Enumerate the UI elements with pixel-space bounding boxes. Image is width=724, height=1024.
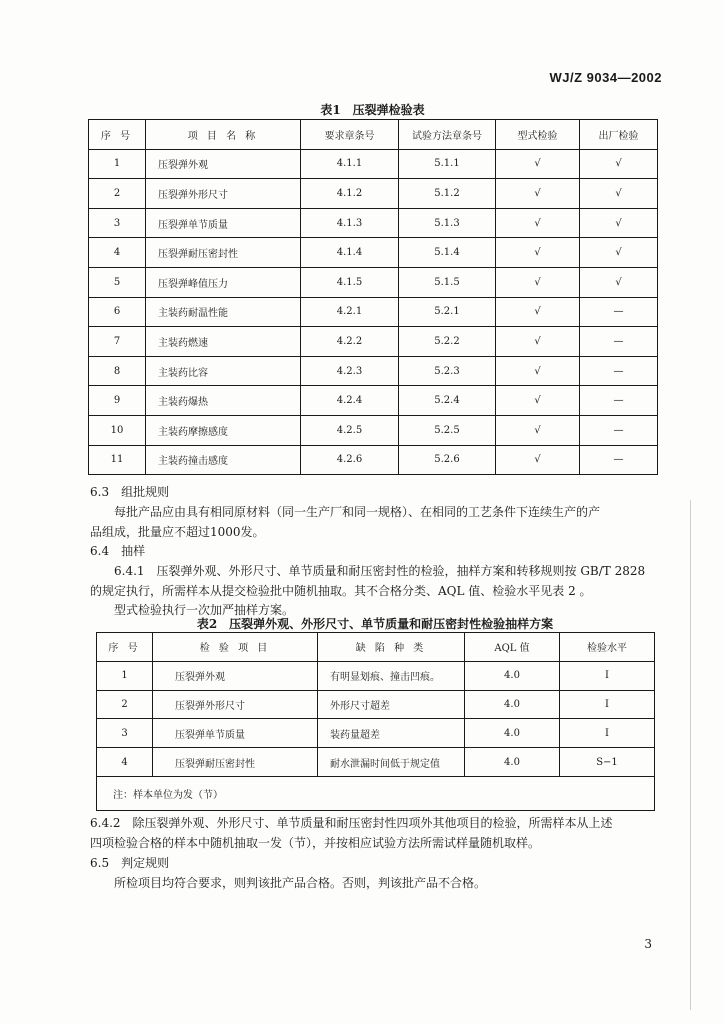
requirement-clause: 4.2.1	[301, 297, 399, 327]
requirement-clause: 4.1.5	[301, 267, 399, 297]
sampling-plan-table	[96, 632, 655, 811]
requirement-clause: 4.2.3	[301, 356, 399, 386]
test-method-clause: 5.1.3	[399, 208, 496, 238]
row-number: 3	[89, 208, 146, 238]
defect-type: 有明显划痕、撞击凹痕。	[318, 661, 465, 690]
type-inspection-mark: √	[496, 386, 580, 416]
col-header: AQL 值	[465, 633, 560, 662]
type-inspection-mark: √	[496, 238, 580, 268]
section-6-3-text: 品组成，批量应不超过1000发。	[90, 525, 265, 539]
table-row	[89, 327, 658, 357]
table-row	[89, 267, 658, 297]
defect-type: 外形尺寸超差	[318, 690, 465, 719]
standard-code: WJ/Z 9034—2002	[549, 70, 662, 85]
table-row	[89, 415, 658, 445]
col-header: 要求章条号	[301, 120, 399, 150]
table-row	[89, 238, 658, 268]
table-row	[97, 690, 655, 719]
row-number: 1	[97, 661, 153, 690]
test-method-clause: 5.1.5	[399, 267, 496, 297]
table-header-row	[89, 120, 658, 150]
inspection-level: I	[560, 719, 655, 748]
type-inspection-mark: √	[496, 267, 580, 297]
col-header: 出厂检验	[580, 120, 658, 150]
col-header: 型式检验	[496, 120, 580, 150]
section-6-5-text: 所检项目均符合要求，则判该批产品合格。否则，判该批产品不合格。	[114, 876, 487, 890]
table-row	[89, 356, 658, 386]
col-header: 缺 陷 种 类	[318, 633, 465, 662]
factory-inspection-mark: √	[580, 179, 658, 209]
type-inspection-mark: √	[496, 327, 580, 357]
factory-inspection-mark: √	[580, 208, 658, 238]
item-name: 压裂弹外观	[146, 149, 301, 179]
requirement-clause: 4.1.4	[301, 238, 399, 268]
col-header: 序 号	[89, 120, 146, 150]
row-number: 6	[89, 297, 146, 327]
requirement-clause: 4.2.6	[301, 445, 399, 475]
requirement-clause: 4.2.5	[301, 415, 399, 445]
requirement-clause: 4.1.3	[301, 208, 399, 238]
section-6-4-1-text: 6.4.1 压裂弹外观、外形尺寸、单节质量和耐压密封性的检验，抽样方案和转移规则按 GB/T 2828	[114, 564, 646, 578]
col-header: 检验水平	[560, 633, 655, 662]
row-number: 10	[89, 415, 146, 445]
type-inspection-mark: √	[496, 208, 580, 238]
inspection-level: S−1	[560, 748, 655, 777]
type-inspection-mark: √	[496, 149, 580, 179]
section-6-3-heading: 6.3 组批规则	[90, 485, 170, 499]
page-number: 3	[644, 937, 652, 951]
factory-inspection-mark: —	[580, 297, 658, 327]
factory-inspection-mark: —	[580, 445, 658, 475]
row-number: 8	[89, 356, 146, 386]
item-name: 主装药撞击感度	[146, 445, 301, 475]
test-method-clause: 5.2.1	[399, 297, 496, 327]
aql-value: 4.0	[465, 661, 560, 690]
table-row	[89, 386, 658, 416]
col-header: 项 目 名 称	[146, 120, 301, 150]
test-method-clause: 5.1.2	[399, 179, 496, 209]
inspection-level: I	[560, 661, 655, 690]
section-6-5-heading: 6.5 判定规则	[90, 856, 170, 870]
row-number: 11	[89, 445, 146, 475]
table-row	[97, 719, 655, 748]
row-number: 7	[89, 327, 146, 357]
factory-inspection-mark: —	[580, 327, 658, 357]
aql-value: 4.0	[465, 748, 560, 777]
type-inspection-mark: √	[496, 297, 580, 327]
section-6-4-heading: 6.4 抽样	[90, 544, 146, 558]
row-number: 3	[97, 719, 153, 748]
table-row	[89, 179, 658, 209]
table-row	[89, 149, 658, 179]
table-row	[89, 208, 658, 238]
item-name: 压裂弹耐压密封性	[146, 238, 301, 268]
test-method-clause: 5.2.5	[399, 415, 496, 445]
aql-value: 4.0	[465, 719, 560, 748]
factory-inspection-mark: —	[580, 386, 658, 416]
inspection-level: I	[560, 690, 655, 719]
table-row	[97, 748, 655, 777]
factory-inspection-mark: √	[580, 149, 658, 179]
test-method-clause: 5.2.2	[399, 327, 496, 357]
row-number: 9	[89, 386, 146, 416]
table-note: 注：样本单位为发（节）	[97, 776, 655, 810]
table-row	[89, 445, 658, 475]
section-6-4-1-text: 型式检验执行一次加严抽样方案。	[114, 603, 295, 617]
requirement-clause: 4.1.1	[301, 149, 399, 179]
item-name: 主装药爆热	[146, 386, 301, 416]
section-6-3-text: 每批产品应由具有相同原材料（同一生产厂和同一规格）、在相同的工艺条件下连续生产的产	[114, 505, 601, 519]
inspection-item: 压裂弹外观	[153, 661, 318, 690]
col-header: 检 验 项 目	[153, 633, 318, 662]
factory-inspection-mark: √	[580, 267, 658, 297]
table2-caption: 表2 压裂弹外观、外形尺寸、单节质量和耐压密封性检验抽样方案	[196, 617, 554, 631]
requirement-clause: 4.2.4	[301, 386, 399, 416]
test-method-clause: 5.2.4	[399, 386, 496, 416]
table-row	[97, 661, 655, 690]
requirement-clause: 4.1.2	[301, 179, 399, 209]
row-number: 2	[89, 179, 146, 209]
inspection-item: 压裂弹外形尺寸	[153, 690, 318, 719]
type-inspection-mark: √	[496, 445, 580, 475]
inspection-item: 压裂弹单节质量	[153, 719, 318, 748]
row-number: 2	[97, 690, 153, 719]
factory-inspection-mark: √	[580, 238, 658, 268]
test-method-clause: 5.2.3	[399, 356, 496, 386]
defect-type: 装药量超差	[318, 719, 465, 748]
item-name: 主装药摩擦感度	[146, 415, 301, 445]
table-row	[89, 297, 658, 327]
test-method-clause: 5.1.1	[399, 149, 496, 179]
col-header: 序 号	[97, 633, 153, 662]
section-6-4-1-text: 的规定执行，所需样本从提交检验批中随机抽取。其不合格分类、AQL 值、检验水平见表 2 。	[90, 584, 592, 598]
col-header: 试验方法章条号	[399, 120, 496, 150]
requirement-clause: 4.2.2	[301, 327, 399, 357]
table-note-row	[97, 776, 655, 810]
factory-inspection-mark: —	[580, 356, 658, 386]
defect-type: 耐水泄漏时间低于规定值	[318, 748, 465, 777]
item-name: 压裂弹峰值压力	[146, 267, 301, 297]
item-name: 主装药比容	[146, 356, 301, 386]
type-inspection-mark: √	[496, 415, 580, 445]
type-inspection-mark: √	[496, 179, 580, 209]
aql-value: 4.0	[465, 690, 560, 719]
table-header-row	[97, 633, 655, 662]
row-number: 5	[89, 267, 146, 297]
inspection-item: 压裂弹耐压密封性	[153, 748, 318, 777]
item-name: 主装药耐温性能	[146, 297, 301, 327]
factory-inspection-mark: —	[580, 415, 658, 445]
table1-caption: 表1 压裂弹检验表	[320, 103, 425, 117]
row-number: 1	[89, 149, 146, 179]
inspection-table	[88, 119, 658, 475]
item-name: 主装药燃速	[146, 327, 301, 357]
section-6-4-2-text: 四项检验合格的样本中随机抽取一发（节），并按相应试验方法所需试样量随机取样。	[90, 836, 541, 850]
row-number: 4	[97, 748, 153, 777]
item-name: 压裂弹单节质量	[146, 208, 301, 238]
test-method-clause: 5.1.4	[399, 238, 496, 268]
type-inspection-mark: √	[496, 356, 580, 386]
section-6-4-2-text: 6.4.2 除压裂弹外观、外形尺寸、单节质量和耐压密封性四项外其他项目的检验，所需样本从上述	[90, 816, 613, 830]
item-name: 压裂弹外形尺寸	[146, 179, 301, 209]
scan-edge-line	[690, 500, 691, 1010]
test-method-clause: 5.2.6	[399, 445, 496, 475]
row-number: 4	[89, 238, 146, 268]
